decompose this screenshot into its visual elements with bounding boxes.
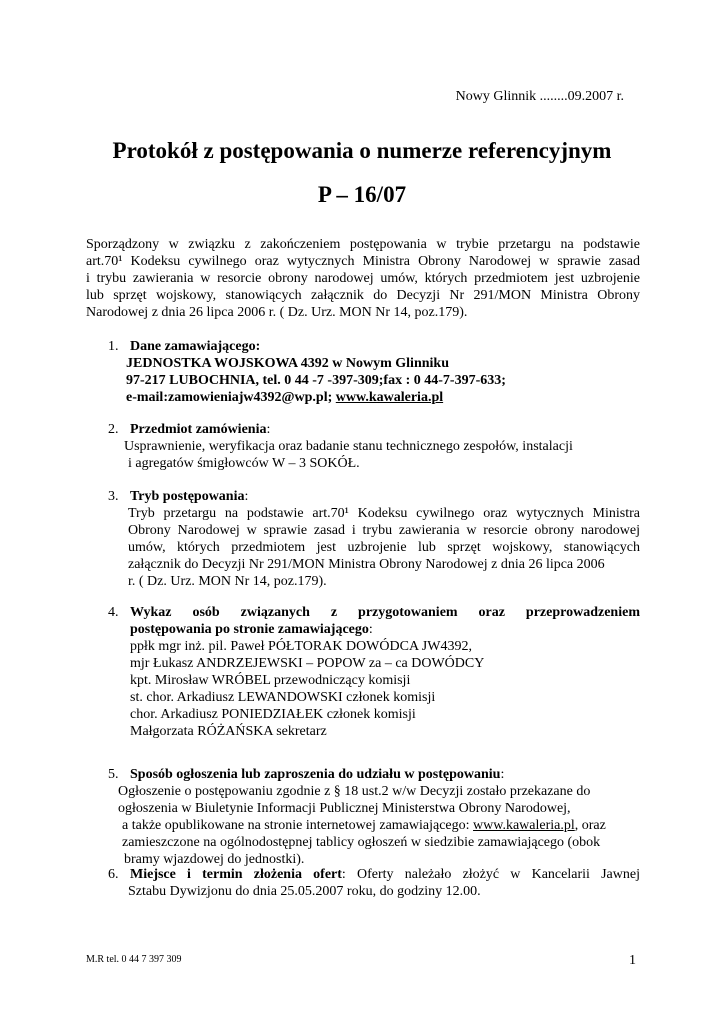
- website-link[interactable]: www.kawaleria.pl: [473, 818, 575, 833]
- committee-member: st. chor. Arkadiusz LEWANDOWSKI członek komisji: [130, 690, 436, 705]
- procedure-text: [128, 505, 640, 590]
- section-heading-line: [130, 421, 640, 438]
- announcement-line: ogłoszenia w Biuletynie Informacji Publicznej Ministerstwa Obrony Narodowej,: [118, 801, 571, 816]
- unit-name: JEDNOSTKA WOJSKOWA 4392 w Nowym Glinniku: [126, 356, 449, 371]
- procedure-line: Tryb przetargu na podstawie art.70¹ Kodeksu cywilnego oraz wytycznych Ministra: [128, 506, 640, 521]
- heading-colon: :: [266, 422, 271, 437]
- subject-line: i agregatów śmigłowców W – 3 SOKÓŁ.: [128, 456, 360, 471]
- section-ordering-party: [108, 338, 640, 406]
- heading-colon: :: [368, 622, 373, 637]
- section-heading-line: [130, 766, 640, 783]
- procedure-line: r. ( Dz. Urz. MON Nr 14, poz.179).: [128, 574, 327, 589]
- page-number: 1: [629, 953, 636, 968]
- unit-address: 97-217 LUBOCHNIA, tel. 0 44 -7 -397-309;fax : 0 44-7-397-633;: [126, 373, 506, 388]
- unit-contact: [126, 389, 640, 406]
- section-heading: Sposób ogłoszenia lub zaproszenia do udziału w postępowaniu: [130, 767, 501, 782]
- section-heading: Dane zamawiającego:: [130, 339, 261, 354]
- committee-member: Małgorzata RÓŻAŃSKA sekretarz: [130, 724, 327, 739]
- section-heading-cont: postępowania po stronie zamawiającego: [130, 622, 369, 637]
- intro-line: lub sprzęt wojskowy, stanowiących załącznik do Decyzji Nr 291/MON Ministra Obrony: [86, 288, 640, 303]
- announcement-line: [122, 817, 640, 834]
- section-number: 1.: [108, 339, 119, 354]
- section-order-subject: [108, 421, 640, 472]
- announcement-line: zamieszczone na ogólnodostępnej tablicy ogłoszeń w siedzibie zamawiającego (obok: [122, 835, 601, 850]
- heading-colon: :: [244, 489, 249, 504]
- section-heading-line: [130, 488, 640, 505]
- section-procedure-mode: [108, 488, 640, 590]
- committee-member: kpt. Mirosław WRÓBEL przewodniczący komisji: [130, 673, 411, 688]
- section-number: 4.: [108, 605, 119, 620]
- intro-line: art.70¹ Kodeksu cywilnego oraz wytycznych Ministra Obrony Narodowej w sprawie zasad: [86, 254, 640, 269]
- offer-text: : Oferty należało złożyć w Kancelarii Jawnej: [341, 867, 640, 882]
- committee-member: chor. Arkadiusz PONIEDZIAŁEK członek komisji: [130, 707, 416, 722]
- procedure-line: Obrony Narodowej w sprawie zasad i trybu zawierania w resorcie obrony narodowej: [128, 523, 640, 538]
- section-number: 3.: [108, 489, 119, 504]
- section-announcement: [108, 766, 640, 868]
- document-title: Protokół z postępowania o numerze referencyjnym: [112, 138, 612, 163]
- announcement-text: a także opublikowane na stronie internetowej zamawiającego:: [122, 818, 474, 833]
- section-heading: Przedmiot zamówienia: [130, 422, 267, 437]
- section-offer-submission: [108, 866, 640, 900]
- section-number: 5.: [108, 767, 119, 782]
- offer-line: Sztabu Dywizjonu do dnia 25.05.2007 roku, do godziny 12.00.: [128, 884, 481, 899]
- intro-line: Sporządzony w związku z zakończeniem postępowania w trybie przetargu na podstawie: [86, 237, 640, 252]
- email-text: e-mail:zamowieniajw4392@wp.pl;: [126, 390, 336, 405]
- section-heading: Wykaz osób związanych z przygotowaniem oraz przeprowadzeniem: [130, 605, 640, 620]
- section-heading: Tryb postępowania: [130, 489, 245, 504]
- intro-paragraph: [86, 236, 640, 321]
- procedure-line: załącznik do Decyzji Nr 291/MON Ministra Obrony Narodowej z dnia 26 lipca 2006: [128, 557, 605, 572]
- section-heading: Miejsce i termin złożenia ofert: [130, 867, 342, 882]
- subject-line: Usprawnienie, weryfikacja oraz badanie stanu technicznego zespołów, instalacji: [124, 439, 573, 454]
- committee-member: ppłk mgr inż. pil. Paweł PÓŁTORAK DOWÓDCA JW4392,: [130, 639, 472, 654]
- intro-line: i trybu zawierania w resorcie obrony narodowej umów, których przedmiotem jest uzbrojenie: [86, 271, 640, 286]
- website-link[interactable]: www.kawaleria.pl: [335, 390, 444, 405]
- section-heading-line: [130, 621, 640, 638]
- heading-colon: :: [500, 767, 505, 782]
- reference-number: P – 16/07: [317, 182, 407, 207]
- document-date: Nowy Glinnik ........09.2007 r.: [455, 89, 624, 104]
- section-number: 6.: [108, 867, 119, 882]
- announcement-line: bramy wjazdowej do jednostki).: [124, 852, 305, 867]
- committee-member: mjr Łukasz ANDRZEJEWSKI – POPOW za – ca DOWÓDCY: [130, 656, 485, 671]
- section-number: 2.: [108, 422, 119, 437]
- announcement-line: Ogłoszenie o postępowaniu zgodnie z § 18 ust.2 w/w Decyzji zostało przekazane do: [118, 784, 591, 799]
- announcement-text: , oraz: [574, 818, 606, 833]
- procedure-line: umów, których przedmiotem jest uzbrojenie lub sprzęt wojskowy, stanowiących: [128, 540, 640, 555]
- intro-line: Narodowej z dnia 26 lipca 2006 r. ( Dz. Urz. MON Nr 14, poz.179).: [86, 305, 468, 320]
- section-committee: [108, 604, 640, 740]
- section-heading-line: [130, 866, 640, 883]
- footer-contact: M.R tel. 0 44 7 397 309: [86, 954, 182, 965]
